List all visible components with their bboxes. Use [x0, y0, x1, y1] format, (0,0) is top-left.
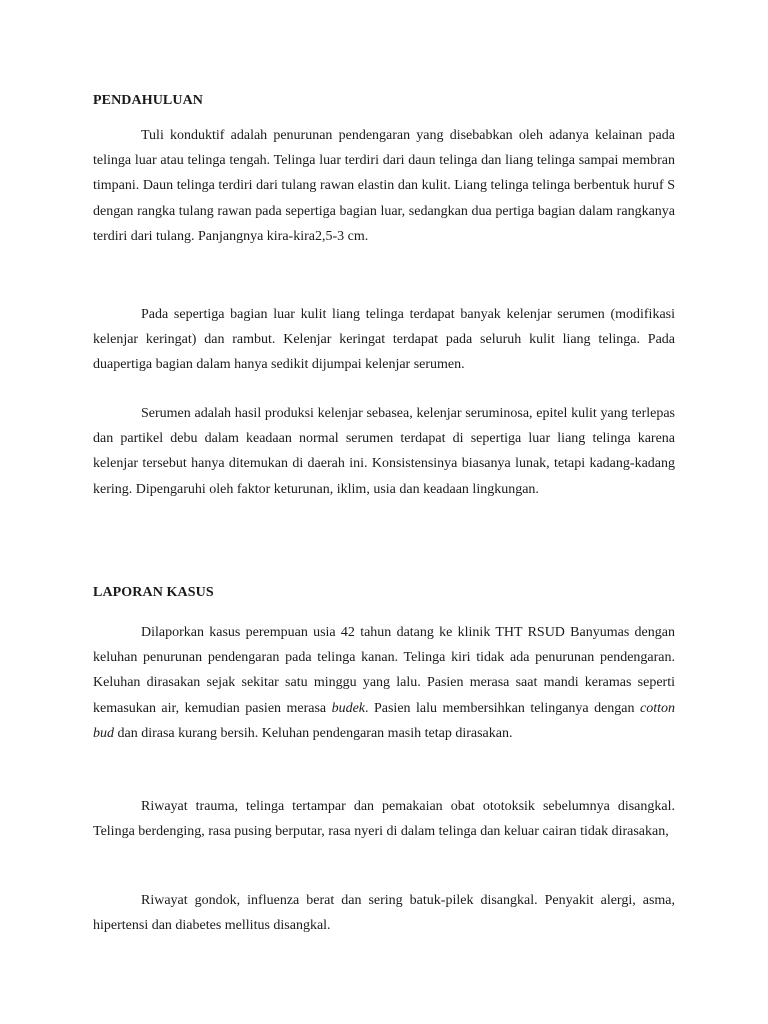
case-text-italic-cotton-bud: cotton bud: [93, 700, 675, 741]
case-text-part-3: dan dirasa kurang bersih. Keluhan pendengaran masih tetap dirasakan.: [114, 725, 513, 741]
case-text-italic-budek: budek: [331, 700, 366, 716]
paragraph-sepertiga-bagian-luar: Pada sepertiga bagian luar kulit liang telinga terdapat banyak kelenjar serumen (modifikasi kelenjar keringat) dan rambut. Kelenjar keringat terdapat pada seluruh kulit liang telinga. Pada duapertiga bagian dalam hanya sedikit dijumpai kelenjar serumen.: [93, 307, 675, 373]
case-text-part-2: . Pasien lalu membersihkan telinganya dengan: [365, 700, 640, 716]
paragraph-tuli-konduktif: Tuli konduktif adalah penurunan pendengaran yang disebabkan oleh adanya kelainan pada telinga luar atau telinga tengah. Telinga luar terdiri dari daun telinga dan liang telinga sampai membran timpani. Daun telinga terdiri dari tulang rawan elastin dan kulit. Liang telinga telinga berbentuk huruf S dengan rangka tulang rawan pada sepertiga bagian luar, sedangkan dua pertiga bagian dalam rangkanya terdiri dari tulang. Panjangnya kira-kira2,5-3 cm.: [93, 128, 675, 244]
paragraph-riwayat-trauma: Riwayat trauma, telinga tertampar dan pemakaian obat ototoksik sebelumnya disangkal. Telinga berdenging, rasa pusing berputar, rasa nyeri di dalam telinga dan keluar cairan tidak dirasakan,: [93, 799, 675, 840]
case-text-part-1: Dilaporkan kasus perempuan usia 42 tahun datang ke klinik THT RSUD Banyumas dengan keluhan penurunan pendengaran pada telinga kanan. Telinga kiri tidak ada penurunan pendengaran. Keluhan dirasakan sejak sekitar satu minggu yang lalu. Pasien merasa saat mandi keramas seperti kemasukan air, kemudian pasien merasa: [93, 625, 675, 716]
paragraph-serumen: Serumen adalah hasil produksi kelenjar sebasea, kelenjar seruminosa, epitel kulit yang terlepas dan partikel debu dalam keadaan normal serumen terdapat di sepertiga luar liang telinga karena kelenjar tersebut hanya ditemukan di daerah ini. Konsistensinya biasanya lunak, tetapi kadang-kadang kering. Dipengaruhi oleh faktor keturunan, iklim, usia dan keadaan lingkungan.: [93, 406, 675, 497]
section-heading-laporan-kasus: LAPORAN KASUS: [93, 585, 214, 600]
paragraph-case-report: [93, 620, 675, 746]
paragraph-riwayat-gondok: Riwayat gondok, influenza berat dan sering batuk-pilek disangkal. Penyakit alergi, asma, hipertensi dan diabetes mellitus disangkal.: [93, 893, 675, 934]
section-heading-pendahuluan: PENDAHULUAN: [93, 93, 203, 108]
